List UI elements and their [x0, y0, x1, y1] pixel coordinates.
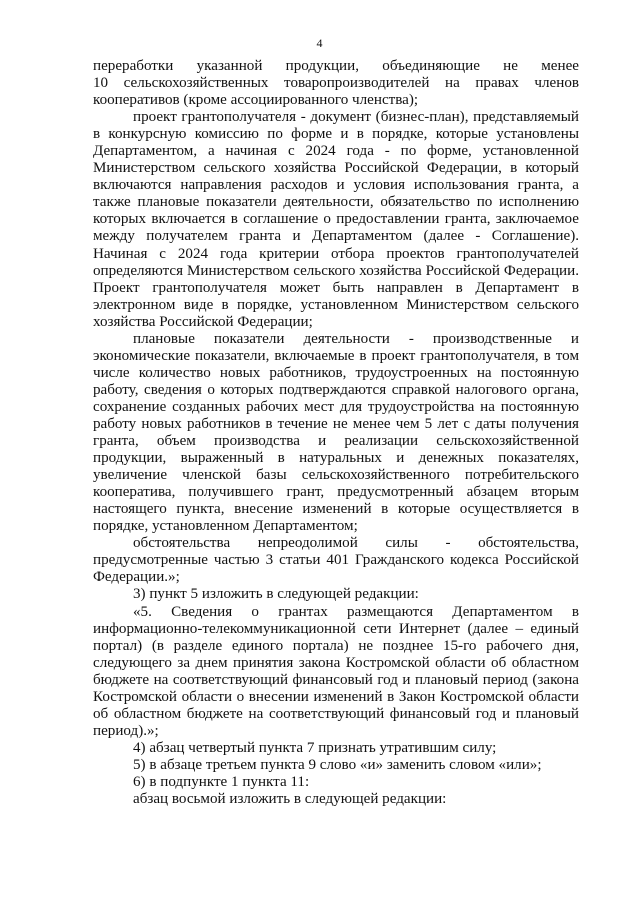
text-line: 6) в подпункте 1 пункта 11:	[133, 773, 310, 790]
text-line: об областном бюджете на соответствующий финансовый год и плановый	[93, 705, 579, 722]
text-line: 4) абзац четвертый пункта 7 признать утратившим силу;	[133, 739, 497, 756]
text-line: информационно-телекоммуникационной сети Интернет (далее – единый	[93, 620, 579, 637]
text-line: продукции, выраженный в натуральных и денежных показателях,	[93, 450, 579, 467]
text-line: между получателем гранта и Департаментом (далее - Соглашение).	[93, 228, 579, 245]
paragraph	[93, 757, 579, 774]
text-line: гранта, объем производства и реализации сельскохозяйственной	[93, 433, 579, 450]
text-line: порядке, установленном Департаментом;	[93, 518, 358, 535]
text-line: сохранение созданных рабочих мест для трудоустройства на постоянную	[93, 398, 579, 415]
paragraph	[93, 58, 579, 109]
text-line: Министерством сельского хозяйства Российской Федерации, в который	[93, 160, 579, 177]
text-line: период).»;	[93, 722, 159, 739]
text-line: определяются Министерством сельского хозяйства Российской Федерации.	[93, 262, 579, 279]
text-line: переработки указанной продукции, объединяющие не менее	[93, 58, 579, 74]
paragraph	[93, 604, 579, 740]
text-line: 5) в абзаце третьем пункта 9 слово «и» заменить словом «или»;	[133, 756, 542, 773]
text-line: плановые показатели деятельности - производственные и	[133, 330, 579, 347]
text-line: которых включается в соглашение о предоставлении гранта, заключаемое	[93, 211, 579, 228]
text-line: числе количество новых работников, трудоустроенных на постоянную	[93, 364, 579, 381]
page-number: 4	[316, 36, 323, 50]
text-line: Начиная с 2024 года критерии отбора проектов грантополучателей	[93, 245, 579, 262]
text-line: в конкурсную комиссию по форме и в порядке, которые установлены	[93, 126, 579, 143]
paragraph	[93, 586, 579, 603]
text-line: работу, сведения о которых подтверждаются справкой налогового органа,	[93, 381, 579, 398]
text-line: следующего за днем принятия закона Костромской области об областном	[93, 654, 579, 671]
paragraph	[93, 535, 579, 586]
document-body	[93, 58, 579, 808]
paragraph	[93, 109, 579, 331]
text-line: Проект грантополучателя может быть направлен в Департамент в	[93, 279, 579, 296]
text-line: «5. Сведения о грантах размещаются Департаментом в	[133, 603, 579, 620]
text-line: 10 сельскохозяйственных товаропроизводителей на правах членов	[93, 75, 579, 92]
text-line: включаются направления расходов и условия использования гранта, а	[93, 177, 579, 194]
text-line: абзац восьмой изложить в следующей редакции:	[133, 791, 447, 808]
text-line: Костромской области о внесении изменений в Закон Костромской области	[93, 688, 579, 705]
text-line: Департаментом, а начиная с 2024 года - по форме, установленной	[93, 143, 579, 160]
text-line: работу новых работников в течение не менее чем 5 лет с даты получения	[93, 415, 579, 432]
text-line: настоящего пункта, внесение изменений в которые осуществляется в	[93, 501, 579, 518]
text-line: кооперативов (кроме ассоциированного членства);	[93, 92, 419, 109]
text-line: проект грантополучателя - документ (бизнес-план), представляемый	[133, 109, 579, 126]
text-line: увеличение членской базы сельскохозяйственного потребительского	[93, 467, 579, 484]
text-line: обстоятельства непреодолимой силы - обстоятельства,	[133, 535, 579, 552]
text-line: портал) (в разделе единого портала) не позднее 15-го рабочего дня,	[93, 637, 579, 654]
paragraph	[93, 791, 579, 808]
text-line: хозяйства Российской Федерации;	[93, 313, 313, 330]
paragraph	[93, 331, 579, 536]
text-line: 3) пункт 5 изложить в следующей редакции:	[133, 586, 419, 603]
text-line: Федерации.»;	[93, 569, 180, 586]
text-line: предусмотренные частью 3 статьи 401 Гражданского кодекса Российской	[93, 552, 579, 569]
text-line: кооператива, получившего грант, предусмотренный абзацем вторым	[93, 484, 579, 501]
text-line: бюджете на соответствующий финансовый год и плановый период (закона	[93, 671, 579, 688]
text-line: экономические показатели, включаемые в проект грантополучателя, в том	[93, 347, 579, 364]
text-line: электронном виде в порядке, установленном Министерством сельского	[93, 296, 579, 313]
paragraph	[93, 740, 579, 757]
text-line: также плановые показатели деятельности, обязательство по исполнению	[93, 194, 579, 211]
paragraph	[93, 774, 579, 791]
